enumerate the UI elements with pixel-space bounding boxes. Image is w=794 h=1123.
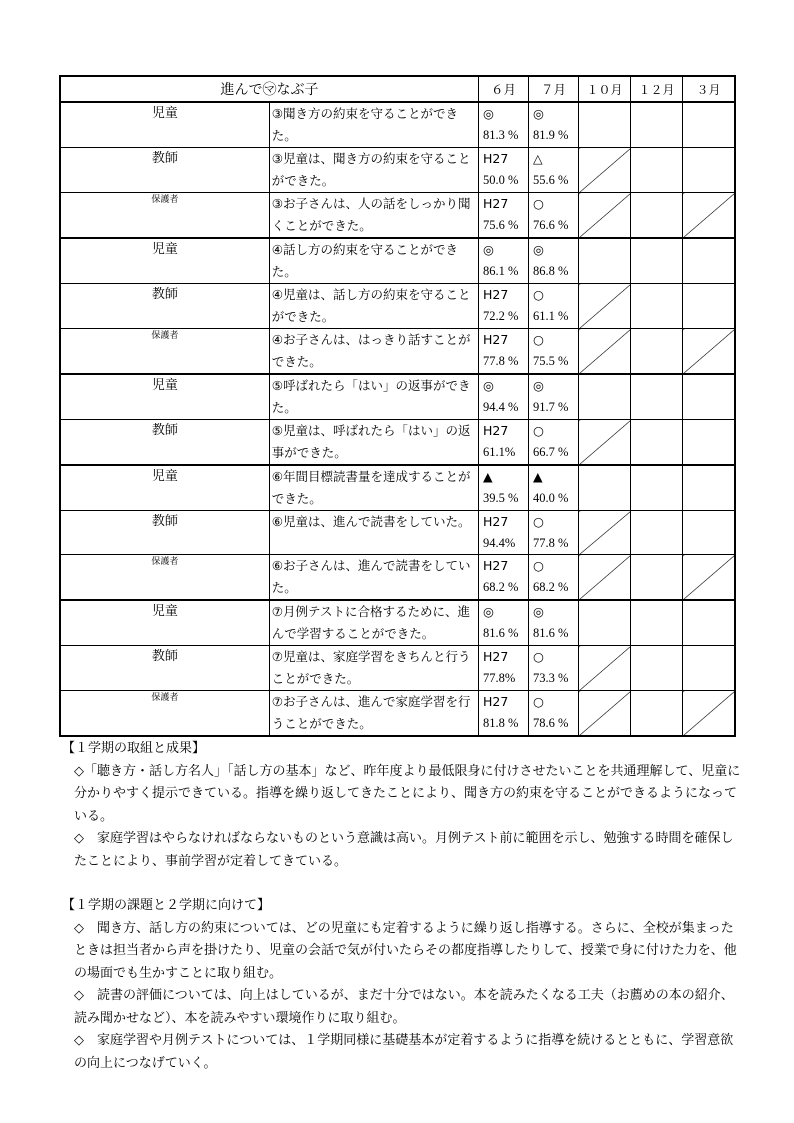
- respondent-cell: 児童: [60, 102, 269, 148]
- respondent-cell: 教師: [60, 646, 269, 691]
- results-item: ◇「聴き方・話し方名人」「話し方の基本」など、昨年度より最低限身に付けさせたいことを共通理解して、児童に分かりやすく提示できている。指導を繰り返してきたことにより、聞き方の約束を守ることができるようになっている。: [74, 763, 741, 824]
- evaluation-item: ④話し方の約束を守ることができた。: [269, 238, 478, 284]
- table-row: [60, 691, 735, 737]
- respondent-cell: 保護者: [60, 329, 269, 375]
- july-cell: [529, 646, 579, 691]
- respondent-cell: 児童: [60, 238, 269, 284]
- june-cell: [479, 284, 529, 329]
- june-mark: H27: [483, 151, 509, 166]
- june-percent: 77.8 %: [483, 354, 519, 368]
- issues-item: ◇ 読書の評価については、向上はしているが、まだ十分ではない。本を読みたくなる工夫（お薦めの本の紹介、読み聞かせなど）、本を読みやすい環境作りに取り組む。: [74, 988, 734, 1026]
- june-mark: ◎: [483, 604, 494, 619]
- june-mark: ▲: [483, 469, 493, 484]
- table-row: [60, 465, 735, 511]
- empty-month-cell: [683, 600, 736, 646]
- june-cell: [479, 691, 529, 737]
- month-header: ３月: [683, 76, 736, 102]
- july-cell: [529, 511, 579, 555]
- june-mark: H27: [483, 558, 509, 573]
- respondent-cell: 児童: [60, 374, 269, 420]
- month-header: ６月: [479, 76, 529, 102]
- empty-month-cell: [683, 102, 736, 148]
- empty-month-cell: [579, 102, 631, 148]
- june-percent: 94.4 %: [483, 400, 519, 414]
- respondent-cell: 教師: [60, 284, 269, 329]
- july-cell: [529, 329, 579, 375]
- july-mark: ◎: [533, 378, 544, 393]
- empty-month-cell: [631, 646, 683, 691]
- june-cell: [479, 329, 529, 375]
- june-cell: [479, 374, 529, 420]
- july-percent: 55.6 %: [533, 173, 569, 187]
- july-percent: 61.1 %: [533, 309, 569, 323]
- june-cell: [479, 646, 529, 691]
- empty-month-cell: [579, 600, 631, 646]
- evaluation-item: ⑦児童は、家庭学習をきちんと行うことができた。: [269, 646, 478, 691]
- july-cell: [529, 465, 579, 511]
- june-mark: H27: [483, 287, 509, 302]
- june-percent: 81.8 %: [483, 716, 519, 730]
- empty-month-cell: [579, 646, 631, 691]
- july-mark: ◎: [533, 604, 544, 619]
- june-cell: [479, 148, 529, 193]
- table-row: [60, 102, 735, 148]
- empty-month-cell: [579, 284, 631, 329]
- empty-month-cell: [631, 148, 683, 193]
- issues-heading: 【１学期の課題と２学期に向けて】: [62, 898, 271, 913]
- empty-month-cell: [579, 374, 631, 420]
- june-mark: H27: [483, 514, 509, 529]
- table-body: [60, 102, 735, 736]
- table-row: [60, 600, 735, 646]
- empty-month-cell: [579, 420, 631, 466]
- july-mark: ○: [533, 196, 544, 211]
- respondent-cell: 保護者: [60, 555, 269, 601]
- june-percent: 61.1%: [483, 445, 516, 459]
- issues-item: ◇ 家庭学習や月例テストについては、１学期同様に基礎基本が定着するように指導を続けるとともに、学習意欲の向上につなげていく。: [74, 1033, 734, 1071]
- july-percent: 78.6 %: [533, 716, 569, 730]
- empty-month-cell: [683, 329, 736, 375]
- july-percent: 81.9 %: [533, 128, 569, 142]
- june-percent: 77.8%: [483, 671, 516, 685]
- table-row: [60, 646, 735, 691]
- july-percent: 81.6 %: [533, 626, 569, 640]
- empty-month-cell: [631, 465, 683, 511]
- july-cell: [529, 374, 579, 420]
- empty-month-cell: [579, 465, 631, 511]
- results-heading: 【１学期の取組と成果】: [62, 741, 206, 756]
- evaluation-item: ④児童は、話し方の約束を守ることができた。: [269, 284, 478, 329]
- empty-month-cell: [683, 148, 736, 193]
- june-mark: H27: [483, 694, 509, 709]
- june-cell: [479, 102, 529, 148]
- july-mark: ○: [533, 649, 544, 664]
- empty-month-cell: [631, 102, 683, 148]
- empty-month-cell: [631, 555, 683, 601]
- evaluation-item: ⑥お子さんは、進んで読書をしていた。: [269, 555, 478, 601]
- issues-item: ◇ 聞き方、話し方の約束については、どの児童にも定着するように繰り返し指導する。さらに、全校が集まったときは担当者から声を掛けたり、児童の会話で気が付いたらその都度指導したりして、授業で身に付けた力を、他の場面でも生かすことに取り組む。: [74, 920, 737, 981]
- empty-month-cell: [683, 646, 736, 691]
- table-row: [60, 374, 735, 420]
- evaluation-item: ⑤呼ばれたら「はい」の返事ができた。: [269, 374, 478, 420]
- june-cell: [479, 238, 529, 284]
- empty-month-cell: [579, 691, 631, 737]
- july-cell: [529, 102, 579, 148]
- empty-month-cell: [631, 193, 683, 239]
- july-percent: 66.7 %: [533, 445, 569, 459]
- month-header: ７月: [529, 76, 579, 102]
- respondent-cell: 児童: [60, 600, 269, 646]
- june-cell: [479, 420, 529, 466]
- july-percent: 91.7 %: [533, 400, 569, 414]
- evaluation-item: ⑤児童は、呼ばれたら「はい」の返事ができた。: [269, 420, 478, 466]
- empty-month-cell: [683, 420, 736, 466]
- table-row: [60, 284, 735, 329]
- empty-month-cell: [631, 284, 683, 329]
- empty-month-cell: [683, 374, 736, 420]
- july-percent: 86.8 %: [533, 264, 569, 278]
- evaluation-item: ③お子さんは、人の話をしっかり聞くことができた。: [269, 193, 478, 239]
- july-cell: [529, 420, 579, 466]
- notes-section: [62, 738, 742, 1075]
- july-mark: ○: [533, 514, 544, 529]
- empty-month-cell: [683, 691, 736, 737]
- evaluation-item: ③聞き方の約束を守ることができた。: [269, 102, 478, 148]
- july-percent: 75.5 %: [533, 354, 569, 368]
- june-percent: 39.5 %: [483, 491, 519, 505]
- table-row: [60, 193, 735, 239]
- july-cell: [529, 284, 579, 329]
- july-mark: △: [533, 151, 543, 166]
- month-header: １０月: [579, 76, 631, 102]
- june-percent: 94.4%: [483, 536, 516, 550]
- month-header: １２月: [631, 76, 683, 102]
- empty-month-cell: [631, 420, 683, 466]
- table-row: [60, 148, 735, 193]
- july-mark: ○: [533, 694, 544, 709]
- respondent-cell: 教師: [60, 511, 269, 555]
- june-mark: H27: [483, 423, 509, 438]
- table-header-row: [60, 76, 735, 102]
- july-cell: [529, 555, 579, 601]
- june-cell: [479, 555, 529, 601]
- july-cell: [529, 238, 579, 284]
- table-title: 進んで㋮なぶ子: [60, 76, 479, 102]
- july-mark: ○: [533, 558, 544, 573]
- june-cell: [479, 193, 529, 239]
- june-cell: [479, 511, 529, 555]
- june-mark: ◎: [483, 242, 494, 257]
- evaluation-item: ⑦お子さんは、進んで家庭学習を行うことができた。: [269, 691, 478, 737]
- empty-month-cell: [683, 511, 736, 555]
- july-mark: ◎: [533, 106, 544, 121]
- evaluation-item: ⑥年間目標読書量を達成することができた。: [269, 465, 478, 511]
- table-row: [60, 511, 735, 555]
- june-percent: 72.2 %: [483, 309, 519, 323]
- empty-month-cell: [579, 511, 631, 555]
- july-cell: [529, 148, 579, 193]
- july-mark: ○: [533, 287, 544, 302]
- evaluation-item: ⑥児童は、進んで読書をしていた。: [269, 511, 478, 555]
- empty-month-cell: [579, 193, 631, 239]
- table-row: [60, 238, 735, 284]
- empty-month-cell: [631, 329, 683, 375]
- july-cell: [529, 691, 579, 737]
- june-mark: ◎: [483, 378, 494, 393]
- june-percent: 68.2 %: [483, 580, 519, 594]
- evaluation-item: ⑦月例テストに合格するために、進んで学習することができた。: [269, 600, 478, 646]
- july-cell: [529, 193, 579, 239]
- june-cell: [479, 465, 529, 511]
- june-mark: H27: [483, 649, 509, 664]
- empty-month-cell: [631, 691, 683, 737]
- empty-month-cell: [631, 374, 683, 420]
- empty-month-cell: [631, 511, 683, 555]
- empty-month-cell: [579, 148, 631, 193]
- empty-month-cell: [683, 193, 736, 239]
- july-percent: 68.2 %: [533, 580, 569, 594]
- july-mark: ○: [533, 332, 544, 347]
- june-percent: 75.6 %: [483, 218, 519, 232]
- june-mark: H27: [483, 196, 509, 211]
- june-percent: 81.3 %: [483, 128, 519, 142]
- empty-month-cell: [683, 238, 736, 284]
- respondent-cell: 児童: [60, 465, 269, 511]
- empty-month-cell: [631, 238, 683, 284]
- empty-month-cell: [579, 555, 631, 601]
- respondent-cell: 保護者: [60, 691, 269, 737]
- evaluation-table: [59, 75, 736, 737]
- evaluation-item: ④お子さんは、はっきり話すことができた。: [269, 329, 478, 375]
- july-cell: [529, 600, 579, 646]
- table-row: [60, 420, 735, 466]
- empty-month-cell: [579, 329, 631, 375]
- empty-month-cell: [683, 284, 736, 329]
- june-mark: ◎: [483, 106, 494, 121]
- june-percent: 50.0 %: [483, 173, 519, 187]
- table-row: [60, 329, 735, 375]
- july-mark: ▲: [533, 469, 543, 484]
- july-percent: 40.0 %: [533, 491, 569, 505]
- empty-month-cell: [579, 238, 631, 284]
- respondent-cell: 教師: [60, 420, 269, 466]
- results-item: ◇ 家庭学習はやらなければならないものという意識は高い。月例テスト前に範囲を示し、勉強する時間を確保したことにより、事前学習が定着してきている。: [74, 831, 734, 869]
- july-percent: 77.8 %: [533, 536, 569, 550]
- july-percent: 73.3 %: [533, 671, 569, 685]
- july-mark: ○: [533, 423, 544, 438]
- evaluation-item: ③児童は、聞き方の約束を守ることができた。: [269, 148, 478, 193]
- empty-month-cell: [631, 600, 683, 646]
- empty-month-cell: [683, 465, 736, 511]
- empty-month-cell: [683, 555, 736, 601]
- respondent-cell: 教師: [60, 148, 269, 193]
- respondent-cell: 保護者: [60, 193, 269, 239]
- june-percent: 86.1 %: [483, 264, 519, 278]
- june-mark: H27: [483, 332, 509, 347]
- july-percent: 76.6 %: [533, 218, 569, 232]
- june-cell: [479, 600, 529, 646]
- july-mark: ◎: [533, 242, 544, 257]
- june-percent: 81.6 %: [483, 626, 519, 640]
- table-row: [60, 555, 735, 601]
